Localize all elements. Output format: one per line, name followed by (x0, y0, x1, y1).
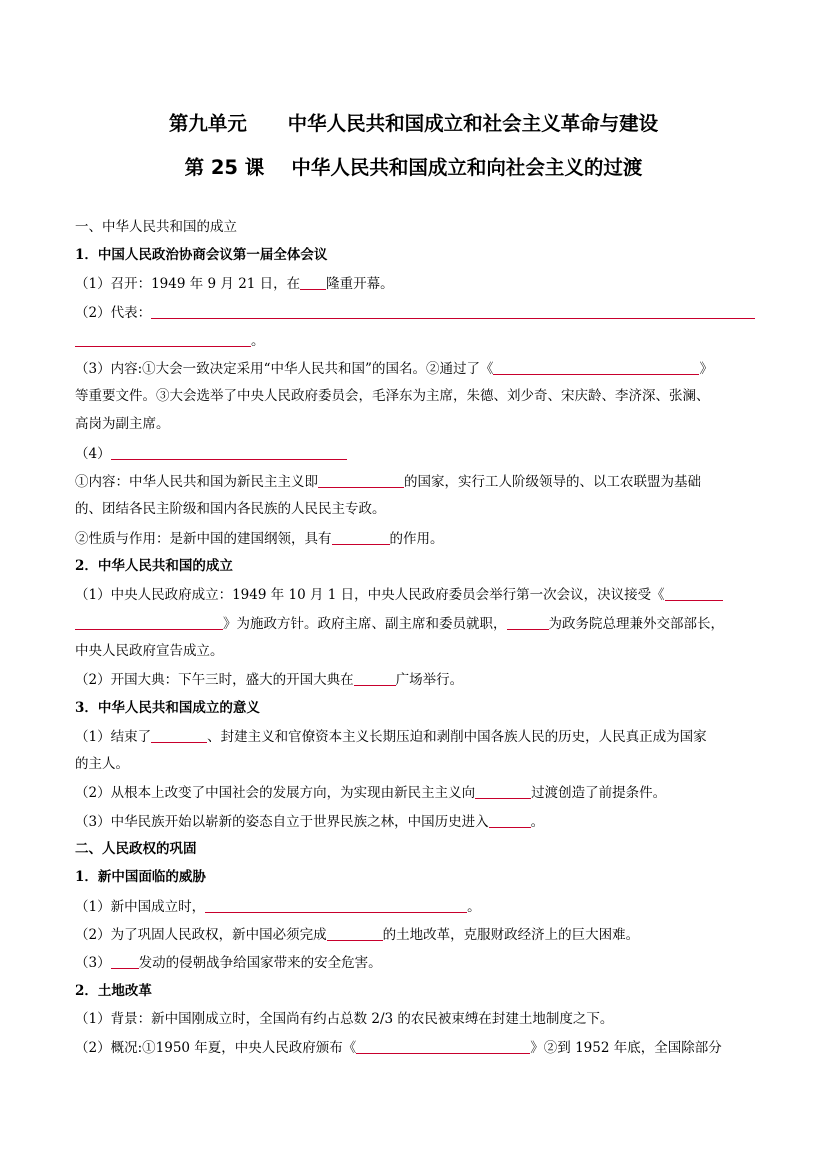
line-d1: （1）新中国成立时， 。 (75, 899, 481, 915)
blank[interactable] (475, 783, 531, 799)
line-a5: ①内容：中华人民共和国为新民主主义即 的国家，实行工人阶级领导的、以工农联盟为基础 (75, 474, 701, 490)
subsection-2-2: 2．土地改革 (75, 983, 152, 999)
line-e1: （1）背景：新中国刚成立时，全国尚有约占总数 2/3 的农民被束缚在封建土地制度之下。 (75, 1011, 614, 1027)
blank[interactable] (332, 529, 390, 545)
blank[interactable] (151, 303, 755, 319)
line-d2: （2）为了巩固人民政权，新中国必须完成 的土地改革，克服财政经济上的巨大困难。 (75, 927, 640, 943)
blank[interactable] (665, 585, 723, 601)
blank[interactable] (489, 812, 531, 828)
line-a6: ②性质与作用：是新中国的建国纲领，具有 的作用。 (75, 531, 444, 547)
blank[interactable] (356, 1038, 530, 1054)
blank[interactable] (354, 670, 396, 686)
section-1-heading: 一、中华人民共和国的成立 (75, 219, 237, 235)
blank[interactable] (151, 727, 207, 743)
blank[interactable] (111, 953, 139, 969)
line-a4: （4） (75, 444, 347, 463)
line-c3: （3）中华民族开始以崭新的姿态自立于世界民族之林，中国历史进入 。 (75, 814, 545, 830)
lesson-title: 第 25 课 中华人民共和国成立和向社会主义的过渡 (184, 156, 643, 179)
line-c2: （2）从根本上改变了中国社会的发展方向，为实现由新民主主义向 过渡创造了前提条件。 (75, 785, 667, 801)
blank[interactable] (75, 331, 251, 347)
line-a3: （3）内容:①大会一致决定采用“中华人民共和国”的国名。②通过了《 》 (75, 361, 713, 377)
section-2-heading: 二、人民政权的巩固 (75, 841, 197, 857)
blank[interactable] (111, 444, 347, 460)
line-a1: （1）召开：1949 年 9 月 21 日，在 隆重开幕。 (75, 276, 394, 292)
subsection-1-3: 3．中华人民共和国成立的意义 (75, 700, 260, 716)
blank[interactable] (205, 897, 467, 913)
unit-title: 第九单元 中华人民共和国成立和社会主义革命与建设 (168, 112, 659, 135)
subsection-2-1: 1．新中国面临的威胁 (75, 869, 206, 885)
subsection-1-2: 2．中华人民共和国的成立 (75, 558, 233, 574)
line-b2: （2）开国大典：下午三时，盛大的开国大典在 广场举行。 (75, 672, 464, 688)
line-a5-cont: 的、团结各民主阶级和国内各民族的人民民主专政。 (75, 501, 386, 517)
line-a3-cont: 等重要文件。③大会选举了中央人民政府委员会，毛泽东为主席，朱德、刘少奇、宋庆龄、李济深、张澜、 (75, 388, 710, 404)
line-d3: （3） 发动的侵朝战争给国家带来的安全危害。 (75, 955, 382, 971)
blank[interactable] (493, 359, 699, 375)
line-c1: （1）结束了 、封建主义和官僚资本主义长期压迫和剥削中国各族人民的历史，人民真正成为国家 (75, 729, 707, 745)
line-e2: （2）概况:①1950 年夏，中央人民政府颁布《 》②到 1952 年底，全国除部分 (75, 1040, 722, 1056)
line-b1-cont: 》为施政方针。政府主席、副主席和委员就职， 为政务院总理兼外交部部长， (75, 614, 724, 633)
line-a3-cont2: 高岗为副主席。 (75, 416, 170, 432)
subsection-1-1: 1．中国人民政治协商会议第一届全体会议 (75, 247, 328, 263)
line-b1-cont2: 中央人民政府宣告成立。 (75, 643, 224, 659)
line-c1-cont: 的主人。 (75, 756, 129, 772)
blank[interactable] (507, 614, 549, 630)
blank[interactable] (300, 274, 326, 290)
line-a2-cont: 。 (75, 331, 265, 350)
blank[interactable] (318, 472, 404, 488)
line-b1: （1）中央人民政府成立：1949 年 10 月 1 日，中央人民政府委员会举行第一次会议，决议接受《 (75, 585, 723, 604)
blank[interactable] (75, 614, 223, 630)
line-a2: （2）代表： (75, 303, 755, 322)
blank[interactable] (327, 925, 383, 941)
